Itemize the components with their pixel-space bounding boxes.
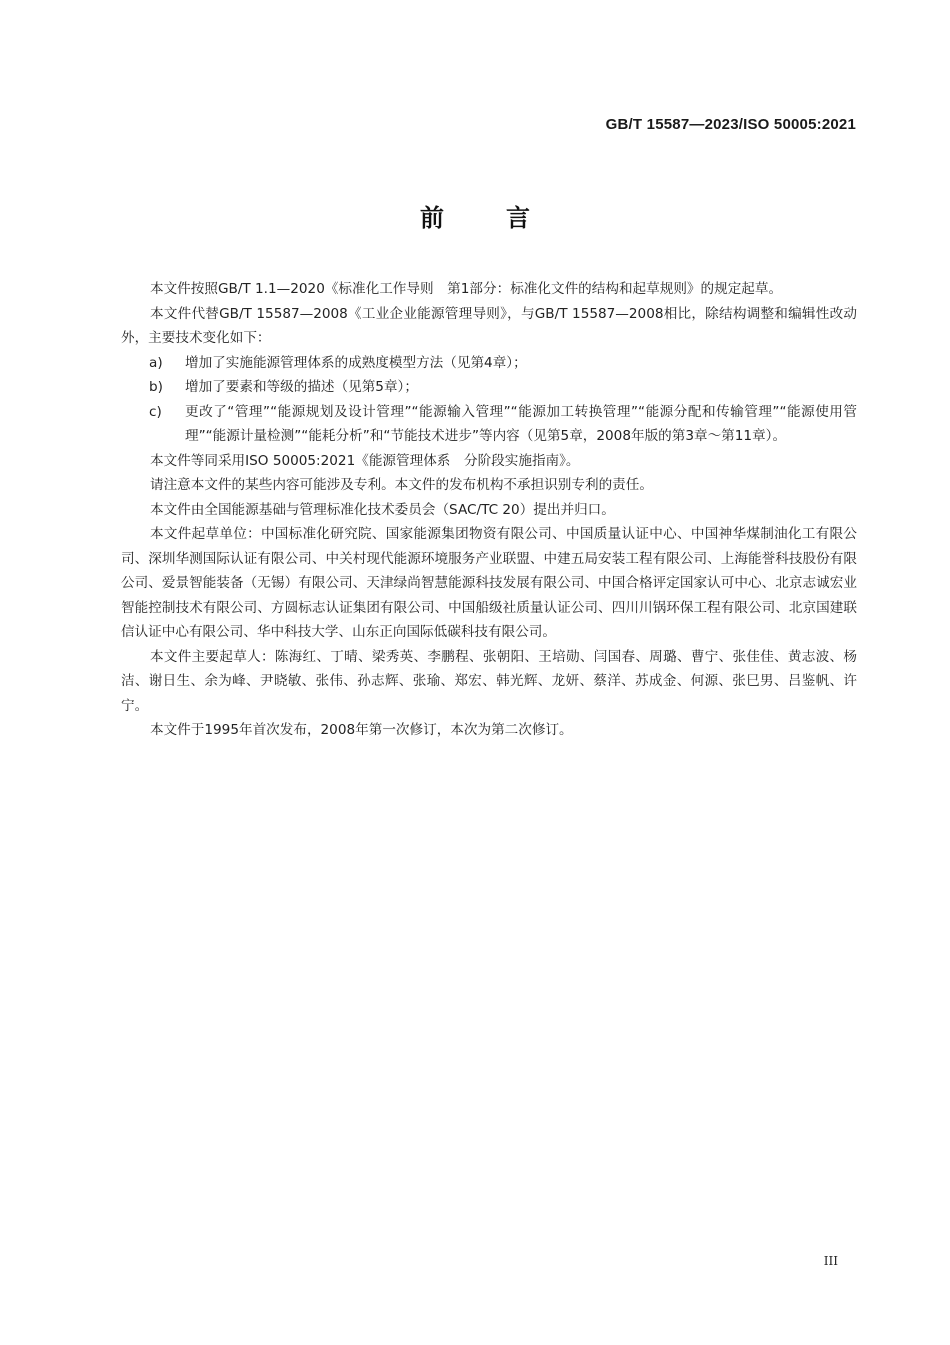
paragraph-drafting-rules: 本文件按照GB/T 1.1—2020《标准化工作导则 第1部分：标准化文件的结构和起草规则》的规定起草。: [150, 281, 783, 297]
list-marker: c): [149, 403, 162, 420]
list-marker: b): [149, 379, 163, 395]
paragraph-publication-history: 本文件于1995年首次发布，2008年第一次修订，本次为第二次修订。: [150, 722, 573, 738]
list-item-text: 增加了实施能源管理体系的成熟度模型方法（见第4章）；: [185, 354, 527, 371]
page-number: III: [823, 1254, 838, 1268]
list-item-change-c: [121, 400, 857, 449]
list-item-text: 增加了要素和等级的描述（见第5章）；: [185, 379, 418, 395]
paragraph-patent-notice: 请注意本文件的某些内容可能涉及专利。本文件的发布机构不承担识别专利的责任。: [150, 477, 653, 493]
list-item-change-b: [121, 375, 857, 400]
list-item-text: 更改了“管理”“能源规划及设计管理”“能源输入管理”“能源加工转换管理”“能源分配和传输管理”“能源使用管理”“能源计量检测”“能耗分析”和“节能技术进步”等内容（见第5章，2008年版的第3章～第11章）。: [185, 403, 857, 444]
paragraph-proposer: 本文件由全国能源基础与管理标准化技术委员会（SAC/TC 20）提出并归口。: [150, 501, 615, 518]
paragraph-adoption: 本文件等同采用ISO 50005:2021《能源管理体系 分阶段实施指南》。: [150, 452, 580, 469]
page-title: 前言: [420, 204, 592, 232]
paragraph-drafting-units: 本文件起草单位：中国标准化研究院、国家能源集团物资有限公司、中国质量认证中心、中国神华煤制油化工有限公司、深圳华测国际认证有限公司、中关村现代能源环境服务产业联盟、中建五局安装工程有限公司、上海能誉科技股份有限公司、爱景智能装备（无锡）有限公司、天津绿尚智慧能源科技发展有限公司、中国合格评定国家认可中心、北京志诚宏业智能控制技术有限公司、方圆标志认证集团有限公司、中国船级社质量认证公司、四川川锅环保工程有限公司、北京国建联信认证中心有限公司、华中科技大学、山东正向国际低碳科技有限公司。: [121, 526, 857, 640]
list-marker: a): [149, 354, 163, 371]
list-item-change-a: [121, 351, 857, 376]
foreword-body: [121, 277, 857, 743]
paragraph-replacement: 本文件代替GB/T 15587—2008《工业企业能源管理导则》，与GB/T 15587—2008相比，除结构调整和编辑性改动外，主要技术变化如下：: [121, 305, 857, 346]
paragraph-drafters: 本文件主要起草人：陈海红、丁晴、梁秀英、李鹏程、张朝阳、王培勋、闫国春、周璐、曹宁、张佳佳、黄志波、杨洁、谢日生、余为峰、尹晓敏、张伟、孙志辉、张瑜、郑宏、韩光辉、龙妍、蔡洋、苏成金、何源、张巳男、吕鉴帆、许宁。: [121, 648, 857, 714]
standard-number: GB/T 15587—2023/ISO 50005:2021: [605, 116, 856, 133]
